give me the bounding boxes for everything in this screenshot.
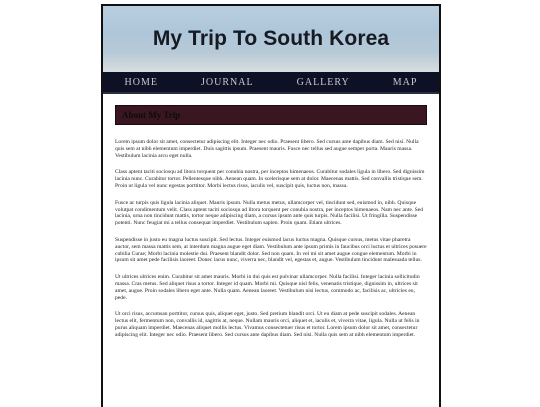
paragraph: Class aptent taciti sociosqu ad litora torquent per conubia nostra, per inceptos himenaeos. Curabitur sodales ligula in libero. Sed dignissim lacinia nunc. Curabitur tortor. Pellentesque nibh. Aenean quam. In scelerisque sem at dolor. Maecenas mattis. Sed convallis tristique sem. Proin ut ligula vel nunc egestas porttitor. Morbi lectus risus, iaculis vel, suscipit quis, luctus non, massa.: [115, 169, 425, 189]
page-title: My Trip To South Korea: [152, 27, 390, 50]
page-frame: [101, 4, 441, 407]
main-nav: [103, 72, 439, 94]
nav-gallery-link[interactable]: GALLERY: [296, 76, 350, 88]
paragraph: Lorem ipsum dolor sit amet, consectetur adipiscing elit. Integer nec odio. Praesent libero. Sed cursus ante dapibus diam. Sed nisi. Nulla quis sem at nibh elementum imperdiet. Duis sagittis ipsum. Praesent mauris. Fusce nec tellus sed augue semper porta. Mauris massa. Vestibulum lacinia arcu eget nulla.: [115, 139, 419, 159]
nav-journal-link[interactable]: JOURNAL: [201, 76, 254, 88]
paragraph: Ut ultrices ultrices enim. Curabitur sit amet mauris. Morbi in dui quis est pulvinar ullamcorper. Nulla facilisi. Integer lacinia sollicitudin massa. Cras metus. Sed aliquet risus a tortor. Integer id quam. Morbi mi. Quisque nisl felis, venenatis tristique, dignissim in, ultrices sit amet, augue. Proin sodales libero eget ante. Nulla quam. Aenean laoreet. Vestibulum nisi lectus, commodo ac, facilisis ac, ultricies eu, pede.: [115, 274, 420, 301]
nav-home-link[interactable]: HOME: [124, 76, 158, 88]
paragraph: Ut orci risus, accumsan porttitor, cursus quis, aliquet eget, justo. Sed pretium blandit orci. Ut eu diam at pede suscipit sodales. Aenean lectus elit, fermentum non, convallis id, sagittis at, neque. Nullam mauris orci, aliquet et, iaculis et, viverra vitae, ligula. Nulla ut felis in purus aliquam imperdiet. Maecenas aliquet mollis lectus. Vivamus consectetuer risus et tortor. Lorem ipsum dolor sit amet, consectetur adipiscing elit. Integer nec odio. Praesent libero. Sed cursus ante dapibus diam. Sed nisi. Nulla quis sem at nibh elementum imperdiet.: [115, 311, 420, 338]
section-header: [115, 105, 427, 125]
main-content: [103, 94, 439, 339]
paragraph: Fusce ac turpis quis ligula lacinia aliquet. Mauris ipsum. Nulla metus metus, ullamcorper vel, tincidunt sed, euismod in, nibh. Quisque volutpat condimentum velit. Class aptent taciti sociosqu ad litora torquent per conubia nostra, per inceptos himenaeos. Nam nec ante. Sed lacinia, urna non tincidunt mattis, tortor neque adipiscing diam, a cursus ipsum ante quis turpis. Nulla facilisi. Ut fringilla. Suspendisse potenti. Nunc feugiat mi a tellus consequat imperdiet. Vestibulum sapien. Proin quam. Etiam ultrices.: [115, 199, 424, 227]
nav-map-link[interactable]: MAP: [392, 76, 418, 88]
section-title: About My Trip: [122, 110, 181, 120]
header-banner: [103, 6, 439, 72]
paragraph: Suspendisse in justo eu magna luctus suscipit. Sed lectus. Integer euismod lacus luctus magna. Quisque cursus, metus vitae pharetra auctor, sem massa mattis sem, at interdum magna augue eget diam. Vestibulum ante ipsum primis in faucibus orci luctus et ultrices posuere cubilia Curae; Morbi lacinia molestie dui. Praesent blandit dolor. Sed non quam. In vel mi sit amet augue congue elementum. Morbi in ipsum sit amet pede facilisis laoreet. Donec lacus nunc, viverra nec, blandit vel, egestas et, augue. Vestibulum tincidunt malesuada tellus.: [115, 236, 427, 264]
